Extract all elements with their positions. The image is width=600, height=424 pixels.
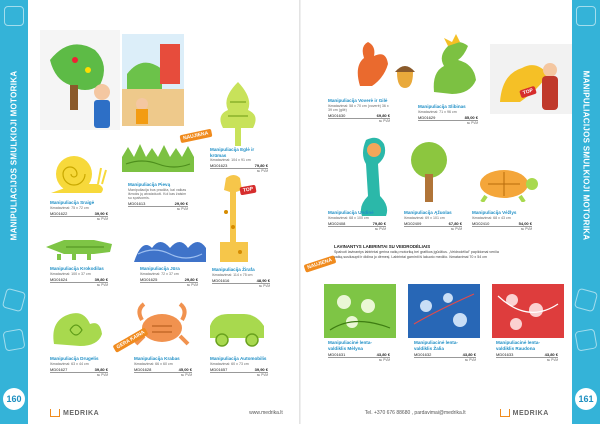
- product-dimensions: Išmatavimai: 63 x 44 cm: [50, 361, 89, 366]
- product-name: Manipuliacinė lenta-valdiklis Raudona: [496, 340, 540, 351]
- product-name: Manipuliacija Jūra: [140, 266, 180, 271]
- product-name: Manipuliacinė lenta-valdiklis Žalia: [414, 340, 458, 351]
- product-code: MD02410: [472, 220, 490, 226]
- product-squirrel: [350, 36, 390, 88]
- vat-note: su PVM: [450, 226, 462, 231]
- decor-square: [576, 6, 596, 26]
- product-dimensions: Išmatavimai: 66 x 60 cm: [134, 361, 173, 366]
- product-price: 45,00 €: [178, 366, 192, 372]
- decor-square: [2, 328, 25, 351]
- product-price: 29,90 €: [174, 201, 188, 207]
- product-name: Manipuliacija Sraigė: [50, 200, 95, 205]
- footer-site[interactable]: www.medrika.lt: [249, 410, 283, 416]
- product-card: [50, 356, 108, 377]
- product-labyrinth-green: [324, 284, 396, 338]
- product-code: MD01631: [328, 352, 346, 357]
- page-number-right: 161: [575, 388, 597, 410]
- product-code: MD01630: [328, 113, 346, 119]
- product-card: [134, 356, 192, 377]
- vat-note: su PVM: [256, 169, 268, 174]
- product-name: Manipuliacija Drugelis: [50, 356, 99, 361]
- product-code: MD02408: [328, 220, 346, 226]
- product-name: Manipuliacija Vėžlys: [472, 210, 517, 215]
- product-name: Manipuliacija Krabas: [134, 356, 180, 361]
- vat-note: su PVM: [258, 283, 270, 288]
- brand-logo-right: [500, 409, 549, 417]
- product-name: Manipuliacija Automobilis: [210, 356, 267, 361]
- product-name: Manipuliacija Ąžuolas: [404, 210, 452, 215]
- vat-note: su PVM: [256, 372, 268, 377]
- decor-square: [574, 328, 597, 351]
- product-oak: [408, 140, 450, 204]
- product-name: Manipuliacija Pievą: [128, 182, 171, 187]
- product-code: MD01633: [496, 352, 514, 357]
- product-code: MD01657: [210, 366, 228, 372]
- photo-child-tree-wall: [40, 30, 120, 130]
- footer-contact[interactable]: Tel. +370 676 88680 , pardavimai@medrika.lt: [364, 410, 466, 416]
- product-dimensions: Išmatavimai: 60 x 73 cm: [210, 361, 249, 366]
- vat-note: su PVM: [520, 226, 532, 231]
- product-description: Manipuliacija bus pradžia, kai vaikas išmoks jų atvaizduoti. Kol kas žaisim su spalvomis.: [128, 187, 187, 201]
- product-card: [328, 98, 390, 123]
- product-code: MD01632: [414, 352, 432, 357]
- product-card: [210, 147, 268, 173]
- footer: [28, 402, 572, 424]
- product-card: [418, 104, 478, 125]
- tag-top: TOP: [239, 185, 256, 196]
- product-price: 43,80 €: [544, 352, 558, 357]
- photo-kids-room: [122, 34, 184, 126]
- product-name: Manipuliacija Krokodilas: [50, 266, 104, 271]
- product-price: 39,90 €: [254, 366, 268, 372]
- product-card: [404, 210, 462, 231]
- vat-note: su PVM: [96, 216, 108, 221]
- product-price: 54,00 €: [518, 220, 532, 226]
- product-price: 67,80 €: [448, 220, 462, 226]
- product-mermaid: [352, 136, 396, 218]
- product-card: [472, 210, 532, 231]
- product-price: 69,80 €: [376, 113, 390, 119]
- product-dimensions: Išmatavimai: 69 x 101 cm: [404, 215, 445, 220]
- tag-naujiena: NAUJIENA: [304, 255, 336, 272]
- tag-naujiena: NAUJIENA: [180, 129, 213, 143]
- product-snail: [46, 148, 108, 198]
- product-dimensions: Išmatavimai: 75 x 72 cm: [50, 205, 89, 210]
- product-price: 43,80 €: [462, 352, 476, 357]
- decor-square: [4, 6, 24, 26]
- product-tree-bush: [208, 80, 268, 150]
- product-code: MD01616: [212, 277, 230, 283]
- vat-note: su PVM: [546, 358, 558, 362]
- product-crab: [134, 298, 190, 350]
- product-name: Manipuliacija Slibinas: [418, 104, 466, 109]
- product-price: 79,80 €: [372, 220, 386, 226]
- product-butterfly: [50, 300, 104, 350]
- product-card: [414, 340, 476, 362]
- vat-note: su PVM: [466, 120, 478, 125]
- product-code: MD01624: [50, 276, 68, 282]
- product-card: [140, 266, 198, 287]
- labyrinth-heading: LAVINANTYS LABIRINTAI SU VEIDRODĖLIAIS: [334, 244, 431, 249]
- product-crocodile: [44, 232, 114, 262]
- product-card: [328, 210, 386, 231]
- product-dragon: [424, 32, 482, 98]
- product-code: MD01625: [140, 276, 158, 282]
- product-price: 39,90 €: [94, 210, 108, 216]
- product-meadow: [122, 142, 194, 174]
- product-name: Manipuliacinė lenta-valdiklis Mėlyna: [328, 340, 372, 351]
- labyrinth-description: Spalvoti lavinantys labirintai gerina vaikų motoriką bei grafikos įgūdžius. „Veidrodėliai" papildomai verčia vaiką susikaupti ir didina jo dėmesį. Labirintai gaminti iš lakuoto medžio. Išmatavimai 70 x 54 cm: [334, 250, 499, 259]
- page-number-left: 160: [3, 388, 25, 410]
- product-sea: [134, 234, 206, 266]
- product-turtle: [474, 162, 540, 202]
- product-price: 43,80 €: [376, 352, 390, 357]
- product-acorn: [392, 60, 418, 90]
- product-card: [50, 266, 108, 287]
- section-title-right: MANIPULIACIJOS SMULKIOJI MOTORIKA: [581, 70, 591, 240]
- product-dimensions: Išmatavimai: 71 x 96 cm: [418, 109, 457, 114]
- product-dimensions: Išmatavimai: 68 x 100 cm: [328, 215, 369, 220]
- brand-name: MEDRIKA: [512, 409, 549, 417]
- product-code: MD01613: [128, 201, 146, 207]
- product-card: [212, 267, 270, 288]
- product-price: 79,80 €: [254, 163, 268, 169]
- vat-note: su PVM: [374, 226, 386, 231]
- tag-top: TOP: [519, 86, 537, 99]
- product-dimensions: Išmatavimai: 114 x 75 cm: [212, 272, 253, 277]
- product-price: 29,80 €: [184, 276, 198, 282]
- product-name: Manipuliacija Undinė: [328, 210, 374, 215]
- product-dimensions: Išmatavimai: 68 x 43 cm: [472, 215, 511, 220]
- product-dimensions: Išmatavimai: 104 x 91 cm: [210, 158, 251, 162]
- product-name: Manipuliacija Voverė ir Gilė: [328, 98, 388, 103]
- decor-square: [2, 288, 26, 312]
- product-labyrinth-blue: [408, 284, 480, 338]
- product-code: MD01628: [134, 366, 152, 372]
- decor-square: [574, 288, 598, 312]
- photo-child-dragon: [490, 44, 572, 114]
- product-dimensions: Išmatavimai: 100 x 37 cm: [50, 271, 91, 276]
- right-side-band: [572, 0, 600, 424]
- vat-note: su PVM: [96, 372, 108, 377]
- product-car: [206, 304, 268, 350]
- product-code: MD01623: [210, 163, 228, 169]
- product-card: [128, 182, 188, 211]
- page-spine: [299, 0, 301, 424]
- vat-note: su PVM: [464, 358, 476, 362]
- vat-note: su PVM: [180, 372, 192, 377]
- product-name: Manipuliacija Žirafa: [212, 267, 255, 272]
- logo-icon: [500, 409, 510, 417]
- vat-note: su PVM: [96, 282, 108, 287]
- vat-note: su PVM: [378, 358, 390, 362]
- product-code: MD01627: [50, 366, 68, 372]
- product-card: [496, 340, 558, 362]
- vat-note: su PVM: [378, 119, 390, 124]
- product-code: MD01629: [418, 114, 436, 120]
- vat-note: su PVM: [186, 282, 198, 287]
- vat-note: su PVM: [176, 207, 188, 212]
- product-code: MD02409: [404, 220, 422, 226]
- product-labyrinth-red: [492, 284, 564, 338]
- left-side-band: [0, 0, 28, 424]
- product-name: Manipuliacija Eglė ir krūmas: [210, 147, 255, 158]
- section-title-left: MANIPULIACIJOS SMULKIOJI MOTORIKA: [9, 70, 19, 240]
- product-price: 39,80 €: [94, 276, 108, 282]
- tag-gera-kaina: GERA KAINA: [113, 327, 149, 353]
- product-dimensions: Išmatavimai: 72 x 37 cm: [140, 271, 179, 276]
- brand-logo-left: [50, 409, 99, 417]
- product-card: [50, 200, 108, 221]
- logo-icon: [50, 409, 60, 417]
- product-code: MD01622: [50, 210, 68, 216]
- brand-name: MEDRIKA: [63, 409, 100, 417]
- product-price: 48,90 €: [256, 277, 270, 283]
- product-dimensions: Išmatavimai: 58 x 70 cm (voverė) 36 x 39 cm (gilė): [328, 103, 389, 112]
- product-card: [328, 340, 390, 362]
- product-card: [210, 356, 268, 377]
- product-price: 39,80 €: [94, 366, 108, 372]
- product-price: 85,00 €: [464, 114, 478, 120]
